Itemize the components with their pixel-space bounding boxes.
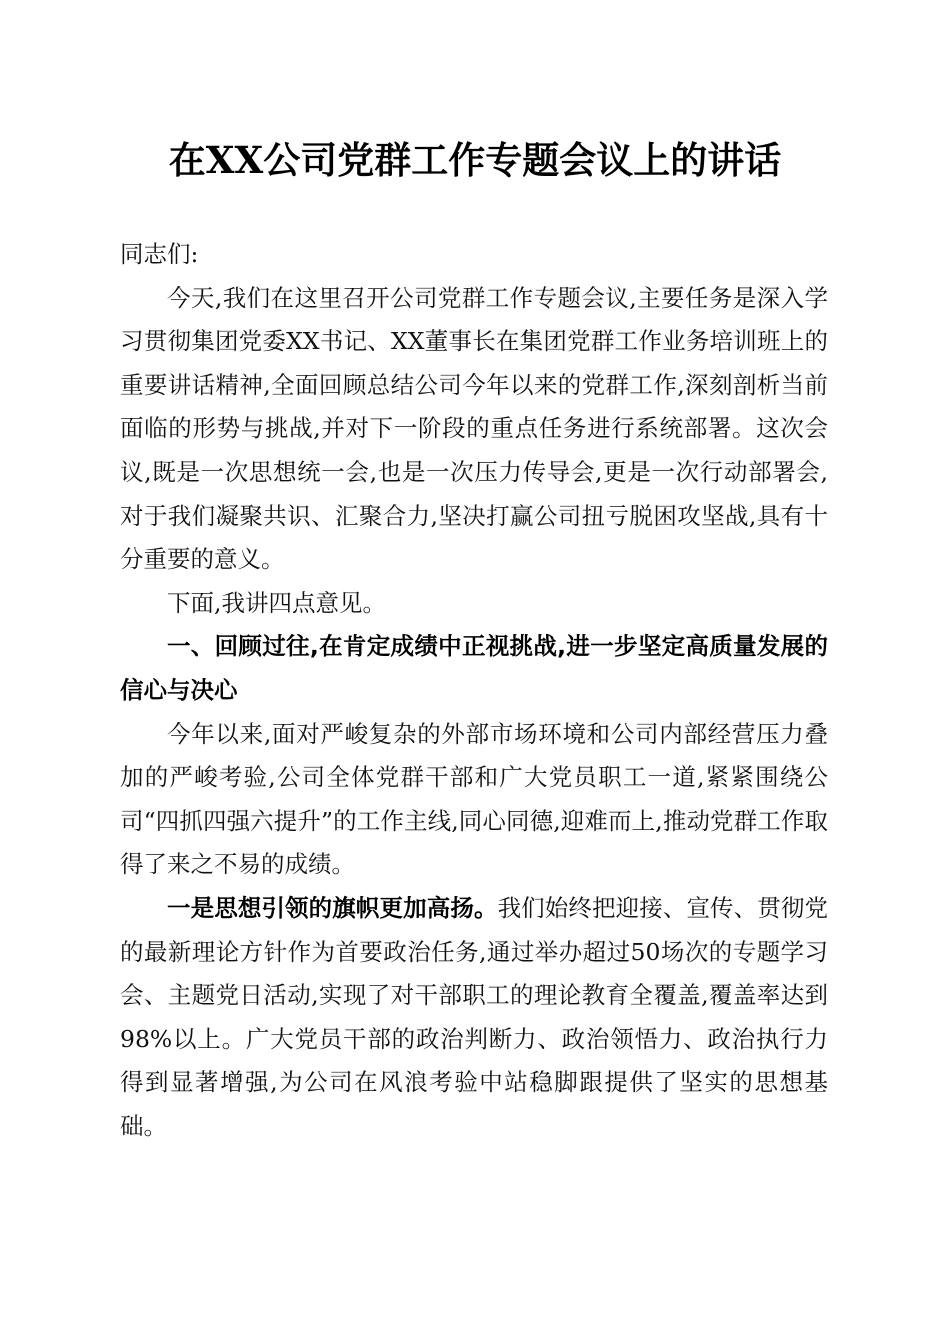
transition-paragraph: 下面,我讲四点意见。 (167, 588, 386, 617)
point1-lead: 一是思想引领的旗帜更加高扬。 (167, 893, 498, 922)
document-body (120, 233, 828, 1148)
section-heading-1: 一、回顾过往,在肯定成绩中正视挑战,进一步坚定高质量发展的信心与决心 (120, 632, 828, 704)
point1-text: 我们始终把迎接、宣传、贯彻党的最新理论方针作为首要政治任务,通过举办超过50场次的专题学习会、主题党日活动,实现了对干部职工的理论教育全覆盖,覆盖率达到98%以上。广大党员干部的政治判断力、政治领悟力、政治执行力得到显著增强,为公司在风浪考验中站稳脚跟提供了坚实的思想基础。 (120, 893, 829, 1140)
section1-paragraph: 今年以来,面对严峻复杂的外部市场环境和公司内部经营压力叠加的严峻考验,公司全体党群干部和广大党员职工一道,紧紧围绕公司“四抓四强六提升”的工作主线,同心同德,迎难而上,推动党群工作取得了来之不易的成绩。 (120, 719, 828, 879)
document-title: 在XX公司党群工作专题会议上的讲话 (168, 138, 782, 182)
intro-paragraph: 今天,我们在这里召开公司党群工作专题会议,主要任务是深入学习贯彻集团党委XX书记、XX董事长在集团党群工作业务培训班上的重要讲话精神,全面回顾总结公司今年以来的党群工作,深刻剖析当前面临的形势与挑战,并对下一阶段的重点任务进行系统部署。这次会议,既是一次思想统一会,也是一次压力传导会,更是一次行动部署会,对于我们凝聚共识、汇聚合力,坚决打赢公司扭亏脱困攻坚战,具有十分重要的意义。 (120, 283, 828, 574)
salutation: 同志们: (120, 240, 199, 268)
point1-paragraph (120, 887, 828, 1149)
